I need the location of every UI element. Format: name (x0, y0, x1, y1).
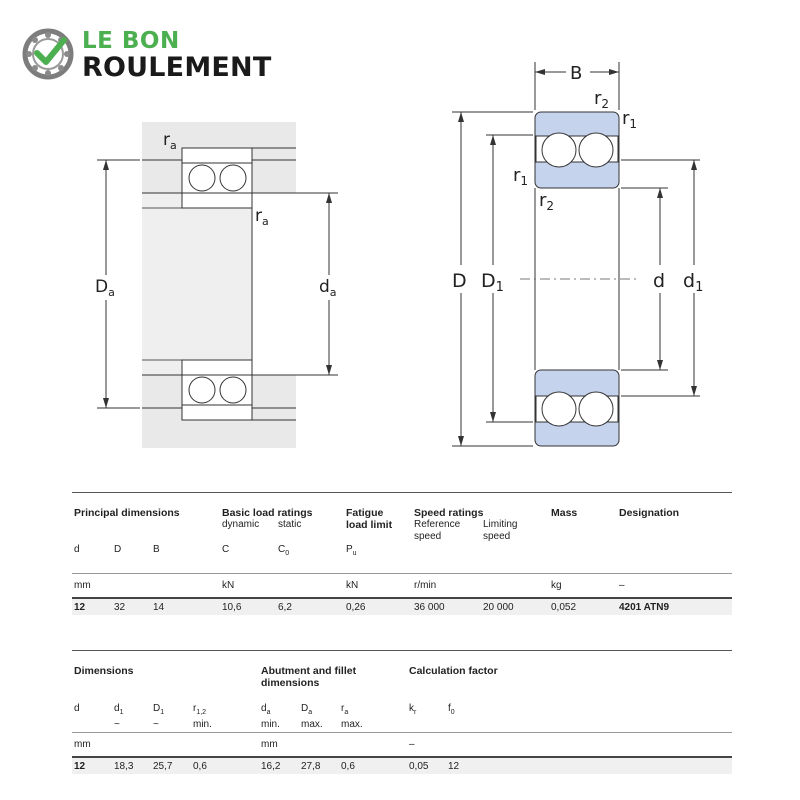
cell-Pu: 0,26 (346, 602, 366, 613)
label-ra-top: $r_a$ (163, 130, 177, 152)
symbol-f0: $f_0$ (448, 703, 455, 716)
label-D: D (452, 270, 467, 292)
logo-text-line1: LE BON (82, 28, 180, 54)
symbol-d: d (74, 544, 80, 555)
cell-D: 32 (114, 602, 126, 613)
unit-mm: mm (74, 739, 91, 750)
logo-text-line2: ROULEMENT (82, 52, 272, 83)
label-r2-left: $r_2$ (539, 190, 555, 213)
cell-C: 10,6 (222, 602, 242, 613)
unit-dash: – (409, 739, 415, 750)
label-d: d (653, 270, 666, 292)
symbol-D: D (114, 544, 122, 555)
cell-Da: 27,8 (301, 761, 321, 772)
cell-C0: 6,2 (278, 602, 292, 613)
symbol-d1: $d_1$ ~ (114, 703, 124, 730)
cell-f0: 12 (448, 761, 460, 772)
label-D1: $D_1$ (481, 270, 504, 295)
unit-mm: mm (74, 580, 91, 591)
header-speed-ratings: Speed ratings (414, 507, 484, 519)
label-r1-left: $r_1$ (513, 165, 529, 188)
unit-dash: – (619, 580, 625, 591)
symbol-da: $d_a$ min. (261, 703, 280, 730)
cell-d1: 18,3 (114, 761, 134, 772)
header-principal-dimensions: Principal dimensions (74, 507, 180, 519)
cell-designation: 4201 ATN9 (619, 602, 670, 613)
symbol-C: C (222, 544, 230, 555)
cell-d: 12 (74, 602, 86, 613)
symbol-r12: $r_{1,2}$ min. (193, 703, 212, 730)
header-limiting-speed: speed (483, 531, 511, 542)
cell-B: 14 (153, 602, 165, 613)
label-da: $d_a$ (319, 277, 337, 299)
cell-reference-speed: 36 000 (414, 602, 445, 613)
header-calculation-factor: Calculation factor (409, 665, 498, 677)
symbol-kr: $k_r$ (409, 703, 417, 716)
cell-kr: 0,05 (409, 761, 429, 772)
cell-mass: 0,052 (551, 602, 577, 613)
header-dimensions: Dimensions (74, 665, 134, 677)
unit-kg: kg (551, 580, 562, 591)
unit-kN-fatigue: kN (346, 580, 359, 591)
symbol-C0: $C_0$ (278, 544, 290, 557)
header-dynamic: dynamic (222, 519, 260, 530)
label-Da: $D_a$ (95, 277, 115, 299)
header-mass: Mass (551, 507, 578, 519)
header-basic-load-ratings: Basic load ratings (222, 507, 313, 519)
header-limiting: Limiting (483, 519, 518, 530)
unit-kN-load: kN (222, 580, 235, 591)
cell-D1: 25,7 (153, 761, 173, 772)
header-static: static (278, 519, 302, 530)
label-r1-top: $r_1$ (622, 108, 638, 131)
header-reference-speed: speed (414, 531, 442, 542)
header-load-limit: load limit (346, 519, 393, 531)
label-d1: $d_1$ (683, 270, 704, 295)
cell-ra: 0,6 (341, 761, 355, 772)
symbol-Pu: $P_u$ (346, 544, 357, 557)
symbol-B: B (153, 544, 160, 555)
symbol-ra: $r_a$ max. (341, 703, 363, 730)
unit-rmin: r/min (414, 580, 437, 591)
header-reference: Reference (414, 519, 461, 530)
header-abutment: Abutment and fillet (261, 665, 357, 677)
cell-da: 16,2 (261, 761, 281, 772)
cell-r12: 0,6 (193, 761, 207, 772)
unit-mm-abutment: mm (261, 739, 278, 750)
cell-limiting-speed: 20 000 (483, 602, 514, 613)
cell-d: 12 (74, 761, 86, 772)
header-designation: Designation (619, 507, 680, 519)
symbol-Da: $D_a$ max. (301, 703, 323, 730)
symbol-D1: $D_1$ ~ (153, 703, 165, 730)
symbol-d: d (74, 703, 80, 714)
label-ra-mid: $r_a$ (255, 206, 269, 228)
header-abutment-dimensions: dimensions (261, 677, 320, 689)
header-fatigue: Fatigue (346, 507, 384, 519)
label-B: B (570, 63, 583, 84)
label-r2-top: $r_2$ (594, 88, 610, 111)
